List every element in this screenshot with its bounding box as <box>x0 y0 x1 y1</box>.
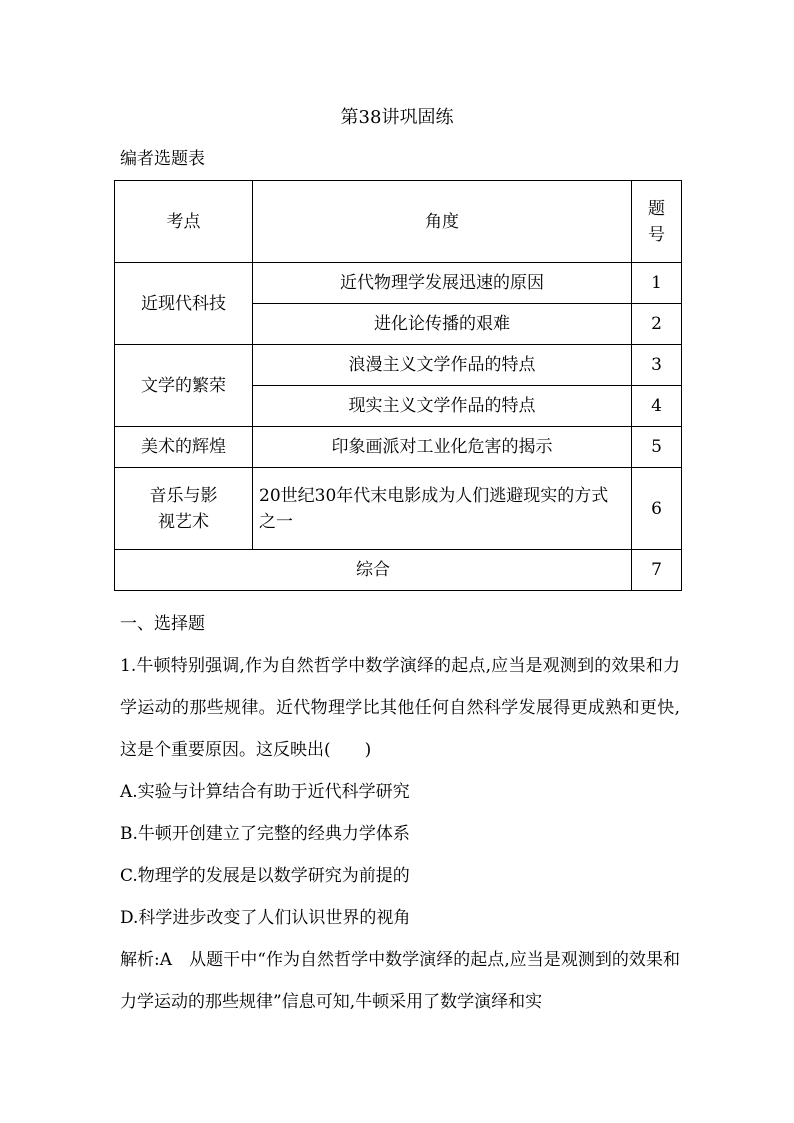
angle-cell: 现实主义文学作品的特点 <box>253 386 632 427</box>
number-cell: 6 <box>632 468 682 550</box>
header-tihao-line2: 号 <box>648 224 665 245</box>
header-jiaodu: 角度 <box>253 181 632 263</box>
angle-cell: 进化论传播的艰难 <box>253 304 632 345</box>
topic-line: 音乐与影 <box>149 485 218 506</box>
angle-cell: 浪漫主义文学作品的特点 <box>253 345 632 386</box>
option-a: A.实验与计算结合有助于近代科学研究 <box>120 782 410 802</box>
section-heading: 一、选择题 <box>120 614 205 634</box>
question-section <box>120 603 680 1023</box>
topic-cell: 美术的辉煌 <box>115 427 253 468</box>
header-tihao <box>632 181 682 263</box>
table-header-row <box>115 181 682 263</box>
number-cell: 3 <box>632 345 682 386</box>
question-analysis: 解析:A 从题干中“作为自然哲学中数学演绎的起点,应当是观测到的效果和力学运动的那些规律”信息可知,牛顿采用了数学演绎和实 <box>120 950 680 1012</box>
table-caption: 编者选题表 <box>120 149 205 169</box>
number-cell: 1 <box>632 263 682 304</box>
number-cell: 2 <box>632 304 682 345</box>
angle-cell: 印象画派对工业化危害的揭示 <box>253 427 632 468</box>
number-cell: 7 <box>632 550 682 591</box>
topic-cell <box>115 468 253 550</box>
summary-row <box>115 550 682 591</box>
number-cell: 4 <box>632 386 682 427</box>
topic-cell: 近现代科技 <box>115 263 253 345</box>
topic-cell: 文学的繁荣 <box>115 345 253 427</box>
table-row <box>115 345 682 386</box>
number-cell: 5 <box>632 427 682 468</box>
header-kaodian: 考点 <box>115 181 253 263</box>
topic-line: 视艺术 <box>158 511 209 532</box>
header-tihao-line1: 题 <box>648 198 665 219</box>
question-stem: 1.牛顿特别强调,作为自然哲学中数学演绎的起点,应当是观测到的效果和力学运动的那些规律。近代物理学比其他任何自然科学发展得更成熟和更快,这是个重要原因。这反映出( ) <box>120 656 680 760</box>
summary-cell: 综合 <box>115 550 632 591</box>
table-row <box>115 468 682 550</box>
page-title: 第38讲巩固练 <box>340 107 454 128</box>
option-b: B.牛顿开创建立了完整的经典力学体系 <box>120 824 410 844</box>
option-d: D.科学进步改变了人们认识世界的视角 <box>120 908 411 928</box>
angle-cell: 20世纪30年代末电影成为人们逃避现实的方式之一 <box>253 468 632 550</box>
table-row <box>115 263 682 304</box>
angle-cell: 近代物理学发展迅速的原因 <box>253 263 632 304</box>
table-row <box>115 427 682 468</box>
option-c: C.物理学的发展是以数学研究为前提的 <box>120 866 410 886</box>
topic-table <box>114 180 682 591</box>
